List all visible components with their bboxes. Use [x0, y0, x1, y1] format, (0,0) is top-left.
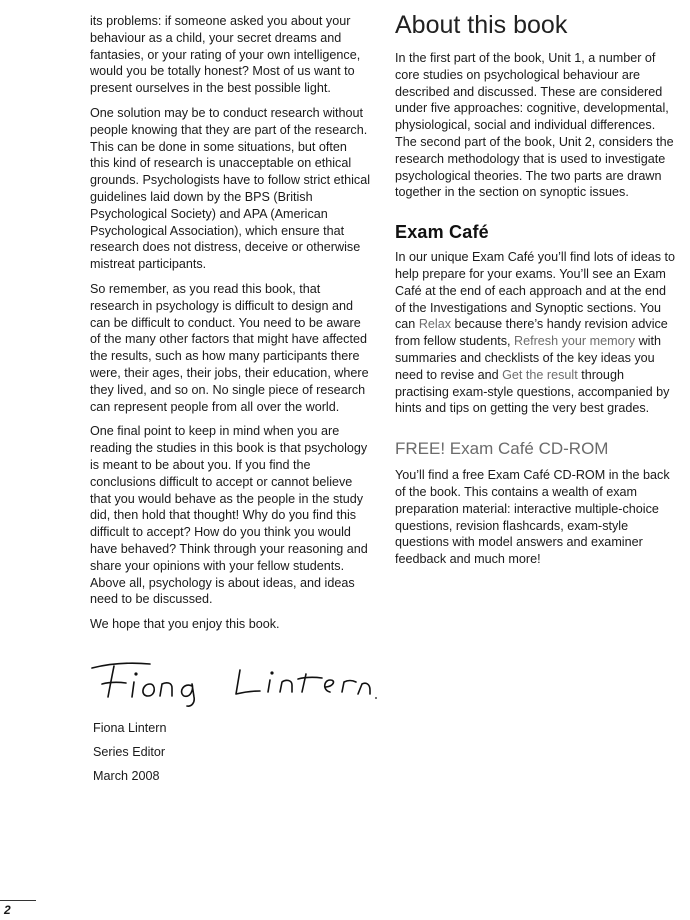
- right-column: [395, 10, 677, 568]
- paragraph-research-difficulty: So remember, as you read this book, that research in psychology is difficult to design and can be difficult to conduct. You need to be aware of the many other factors that might have affected the results, such as how many participants there were, their ages, their jobs, their education, where they lived, and so on. No single piece of research can represent people from all over the world.: [90, 281, 369, 414]
- exam-cafe-text-part3: with summaries and checklists of the key ideas you need to revise and: [395, 334, 661, 382]
- paragraph-hope: We hope that you enjoy this book.: [90, 617, 280, 632]
- paragraph-intro-continued: its problems: if someone asked you about your behaviour as a child, your secret dreams and fantasies, or your rating of your own intelligence, would you be totally honest? Most of us want to present ourselves in the best possible light.: [90, 14, 361, 96]
- page-number: 2: [0, 900, 36, 917]
- exam-cafe-text-part2: because there’s handy revision advice from fellow students,: [395, 317, 668, 349]
- editor-role: Series Editor: [93, 745, 166, 759]
- free-cd-rom-text: You’ll find a free Exam Café CD-ROM in the back of the book. This contains a wealth of exam preparation material: interactive multiple-choice questions, revision flashcards, exam-style questions with model answers and examiner feedback and much more!: [395, 468, 670, 567]
- left-column: [90, 13, 370, 641]
- free-cd-rom-heading: FREE! Exam Café CD-ROM: [395, 439, 609, 459]
- about-text: In the first part of the book, Unit 1, a number of core studies on psychological behaviour are described and discussed. These are considered under five approaches: cognitive, developmental, physiological, social and individual differences. The second part of the book, Unit 2, considers the research methodology that is used to investigate psychological theories. The two parts are drawn together in the section on synoptic issues.: [395, 51, 674, 200]
- sign-off: [93, 716, 167, 788]
- exam-cafe-text-part1: In our unique Exam Café you’ll find lots of ideas to help prepare for your exams. You’ll see an Exam Café at the end of each approach and at the end of the Investigations and Synoptic sections. You can: [395, 250, 676, 332]
- get-result-highlight: Get the result: [502, 367, 578, 382]
- exam-cafe-text-part4: through practising exam-style questions, accompanied by hints and tips on getting the very best grades.: [395, 367, 670, 416]
- handwritten-signature: [88, 652, 378, 707]
- about-heading: About this book: [395, 11, 568, 39]
- refresh-memory-highlight: Refresh your memory: [514, 334, 636, 349]
- editor-name: Fiona Lintern: [93, 721, 167, 735]
- paragraph-research-ethics: One solution may be to conduct research without people knowing that they are part of the research. This can be done in some situations, but often this kind of research is unacceptable on ethical grounds. Psychologists have to follow strict ethical guidelines laid down by the BPS (British Psychological Society) and APA (American Psychological Association), which ensure that research does not distress, deceive or otherwise mistreat participants.: [90, 105, 370, 272]
- exam-cafe-text: [395, 249, 677, 417]
- paragraph-final-point: One final point to keep in mind when you are reading the studies in this book is that psychology is meant to be about you. If you find the conclusions difficult to accept or cannot believe that you would behave as the people in the study did, then hold that thought! Why do you find this difficult to accept? How do you think you would have behaved? Think through your reasoning and share your opinions with your fellow students. Above all, psychology is about ideas, and ideas need to be discussed.: [90, 424, 368, 607]
- relax-highlight: Relax: [418, 317, 452, 332]
- sign-off-date: March 2008: [93, 769, 160, 783]
- exam-cafe-heading: Exam Café: [395, 222, 489, 243]
